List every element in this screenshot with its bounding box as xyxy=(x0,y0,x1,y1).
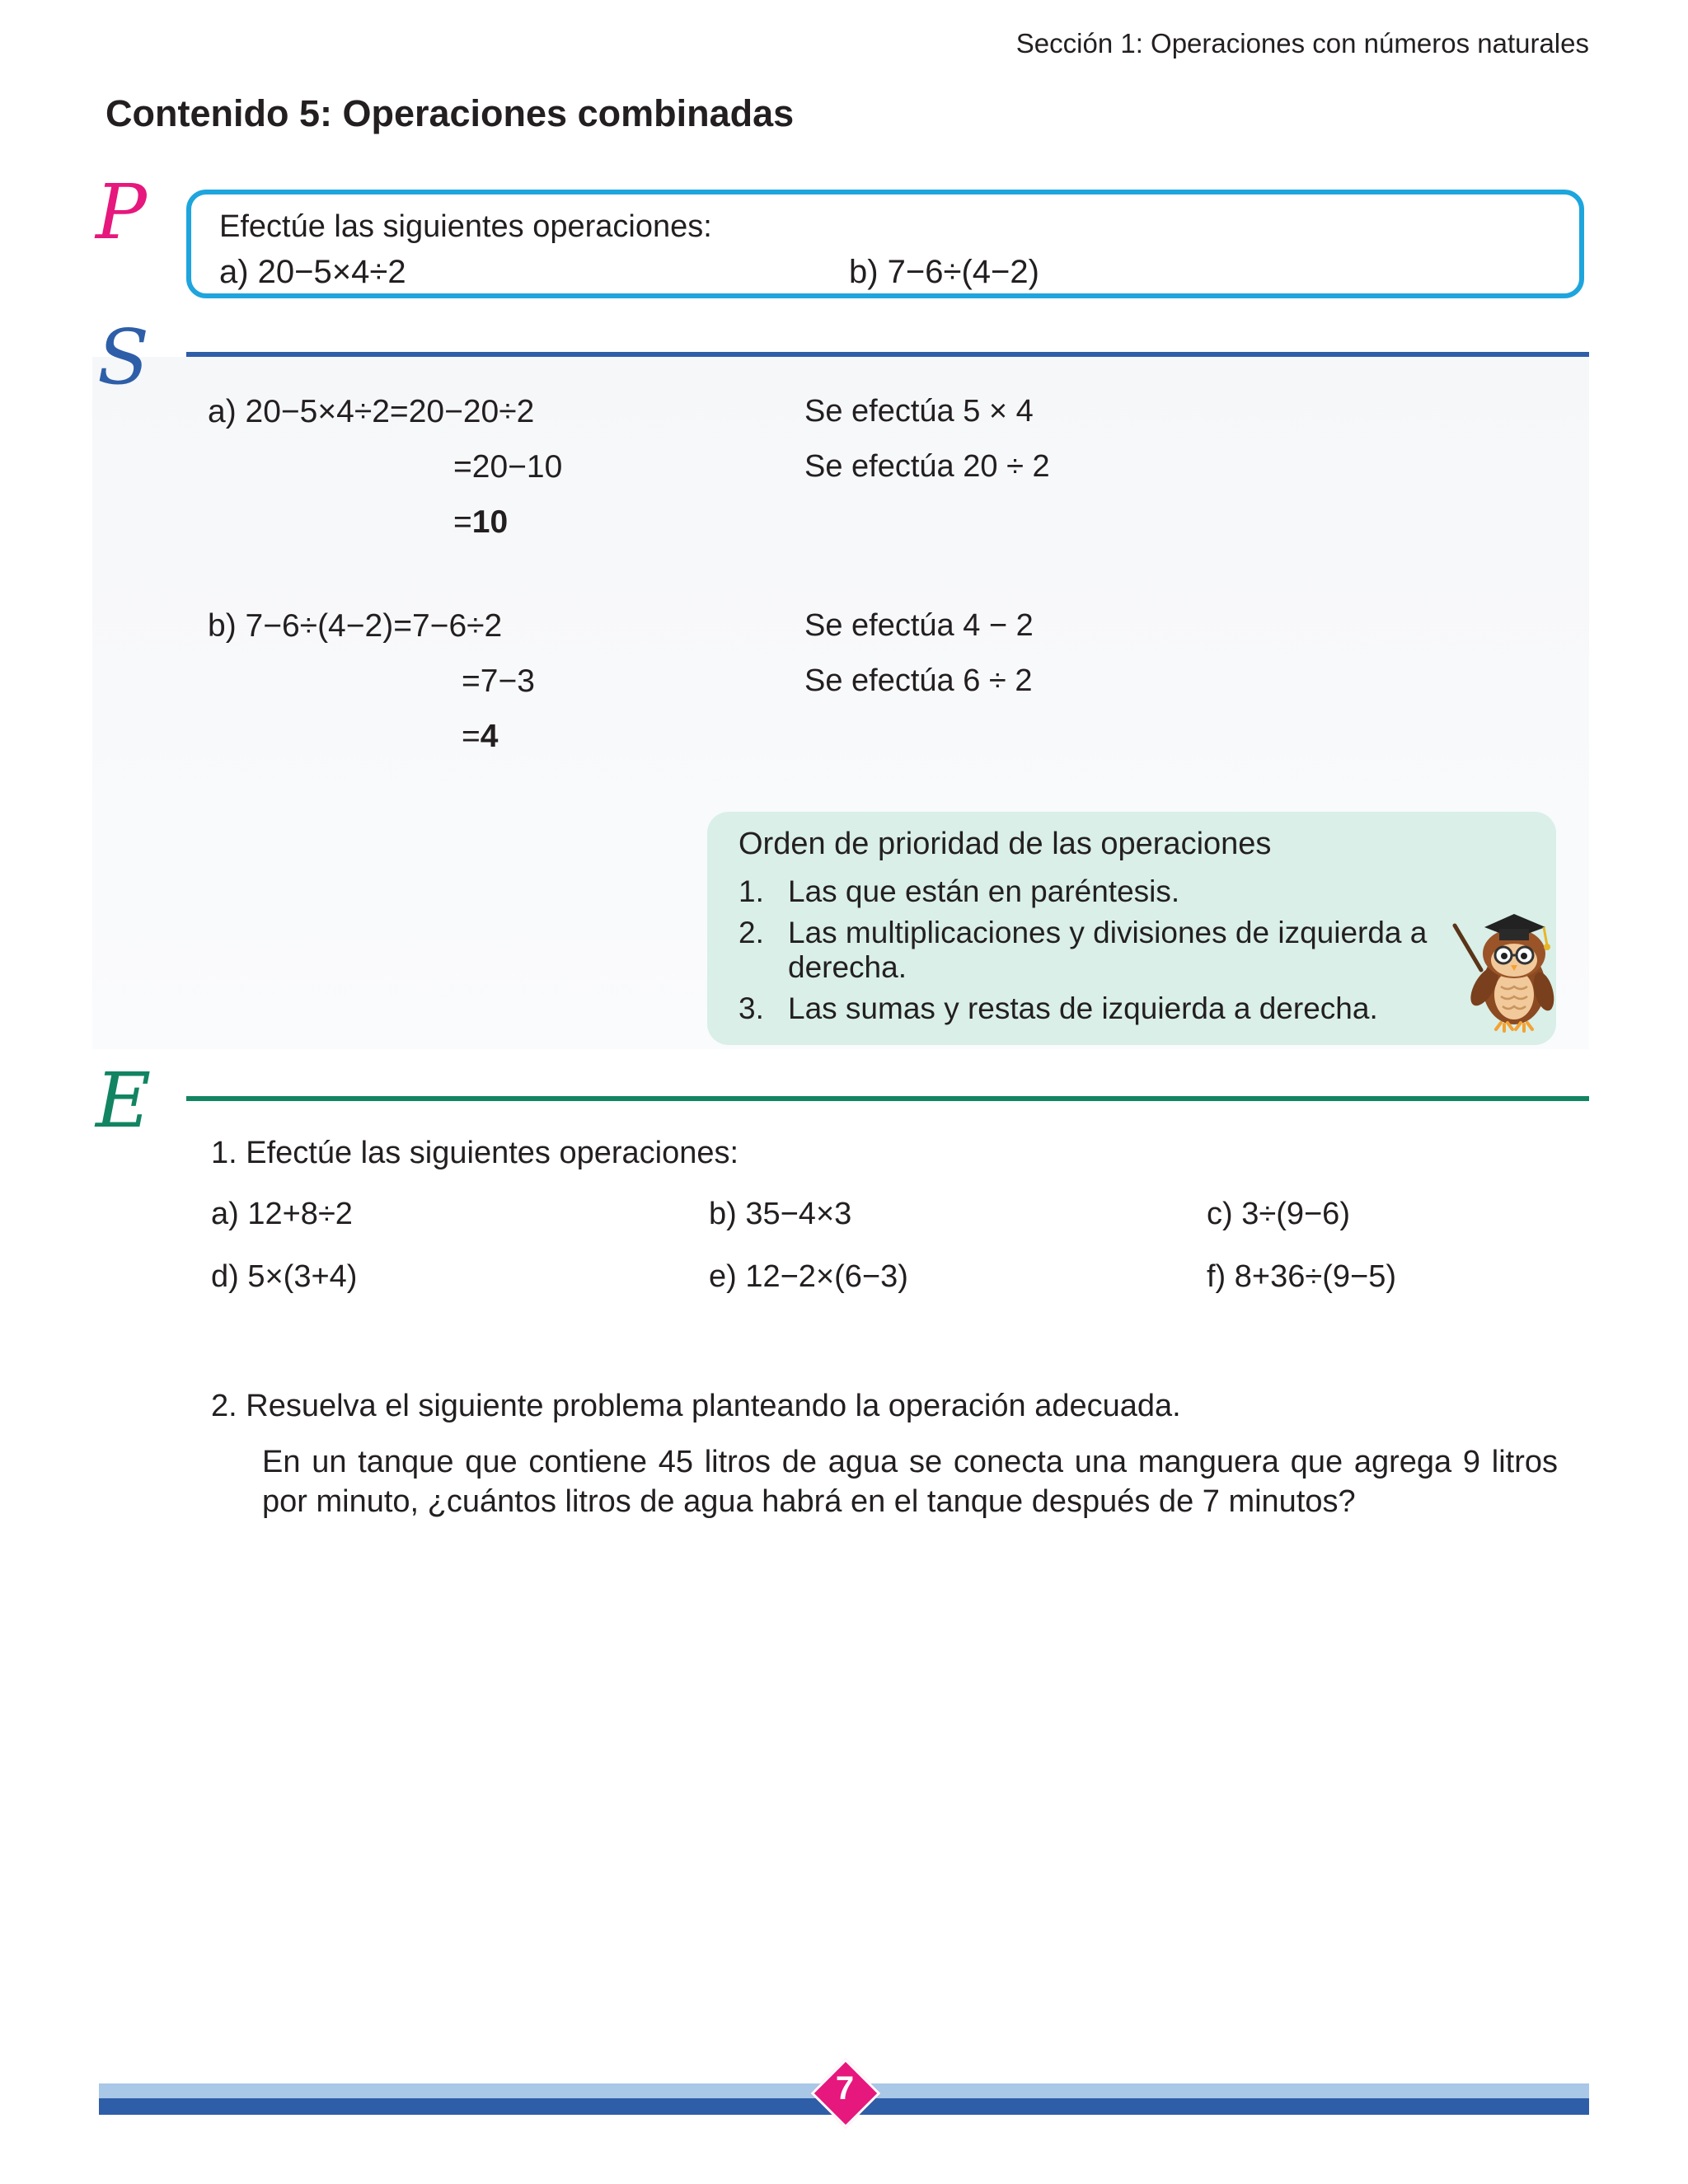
exercise-1-label: 1. Efectúe las siguientes operaciones: xyxy=(211,1136,739,1170)
problem-box xyxy=(186,190,1584,298)
exercise-1-f: f) 8+36÷(9−5) xyxy=(1207,1259,1396,1294)
exercise-1-e: e) 12−2×(6−3) xyxy=(709,1259,908,1294)
solution-a-note-2: Se efectúa 20 ÷ 2 xyxy=(804,449,1050,484)
problem-prompt: Efectúe las siguientes operaciones: xyxy=(219,209,712,244)
solution-a-line-2: =20−10 xyxy=(453,449,563,485)
exercise-letter-e: E xyxy=(96,1057,152,1145)
page-number: 7 xyxy=(835,2070,855,2107)
page-title: Contenido 5: Operaciones combinadas xyxy=(106,92,795,134)
solution-a-note-1: Se efectúa 5 × 4 xyxy=(804,394,1034,429)
exercise-2-problem-text: En un tanque que contiene 45 litros de agua se conecta una manguera que agrega 9 litros por minuto, ¿cuántos litros de agua habrá en el tanque después de 7 minutos? xyxy=(262,1445,1558,1519)
solution-b-note-2: Se efectúa 6 ÷ 2 xyxy=(804,663,1033,698)
solution-b-line-3 xyxy=(462,719,498,755)
solution-a-result: 10 xyxy=(471,504,509,540)
problem-item-b: b) 7−6÷(4−2) xyxy=(849,254,1039,290)
exercise-1-b: b) 35−4×3 xyxy=(709,1197,852,1231)
problem-item-a: a) 20−5×4÷2 xyxy=(219,254,406,290)
tip-item-text: Las que están en paréntesis. xyxy=(788,874,1180,908)
solution-a-line-3 xyxy=(453,504,508,541)
priority-tip-box xyxy=(707,812,1556,1045)
solution-b-note-1: Se efectúa 4 − 2 xyxy=(804,608,1034,643)
solution-b-line-1: b) 7−6÷(4−2)=7−6÷2 xyxy=(208,608,503,644)
solution-a-equals: = xyxy=(453,504,472,540)
exercise-1-d: d) 5×(3+4) xyxy=(211,1259,358,1294)
tip-item-number: 3. xyxy=(738,991,764,1025)
exercise-2-label: 2. Resuelva el siguiente problema planteando la operación adecuada. xyxy=(211,1389,1181,1423)
solution-b-result: 4 xyxy=(480,719,499,754)
exercise-divider xyxy=(186,1096,1589,1101)
tip-item-text: Las sumas y restas de izquierda a derecha. xyxy=(788,991,1378,1025)
tip-title: Orden de prioridad de las operaciones xyxy=(738,827,1272,861)
exercise-1-a: a) 12+8÷2 xyxy=(211,1197,353,1231)
solution-b-equals: = xyxy=(462,719,481,754)
exercise-1-c: c) 3÷(9−6) xyxy=(1207,1197,1350,1231)
owl-teacher-icon xyxy=(1438,894,1562,1034)
section-header: Sección 1: Operaciones con números naturales xyxy=(1015,28,1589,59)
tip-item-text: Las multiplicaciones y divisiones de izquierda a derecha. xyxy=(788,916,1428,984)
tip-item-2 xyxy=(738,916,1439,985)
solution-a-line-1: a) 20−5×4÷2=20−20÷2 xyxy=(208,394,535,429)
tip-item-number: 2. xyxy=(738,916,764,949)
solution-divider xyxy=(186,352,1589,357)
tip-item-number: 1. xyxy=(738,874,764,908)
solution-letter-s: S xyxy=(97,313,150,401)
tip-item-1 xyxy=(738,874,1439,909)
problem-letter-p: P xyxy=(96,168,147,256)
tip-item-3 xyxy=(738,991,1439,1026)
solution-b-line-2: =7−3 xyxy=(462,663,535,699)
